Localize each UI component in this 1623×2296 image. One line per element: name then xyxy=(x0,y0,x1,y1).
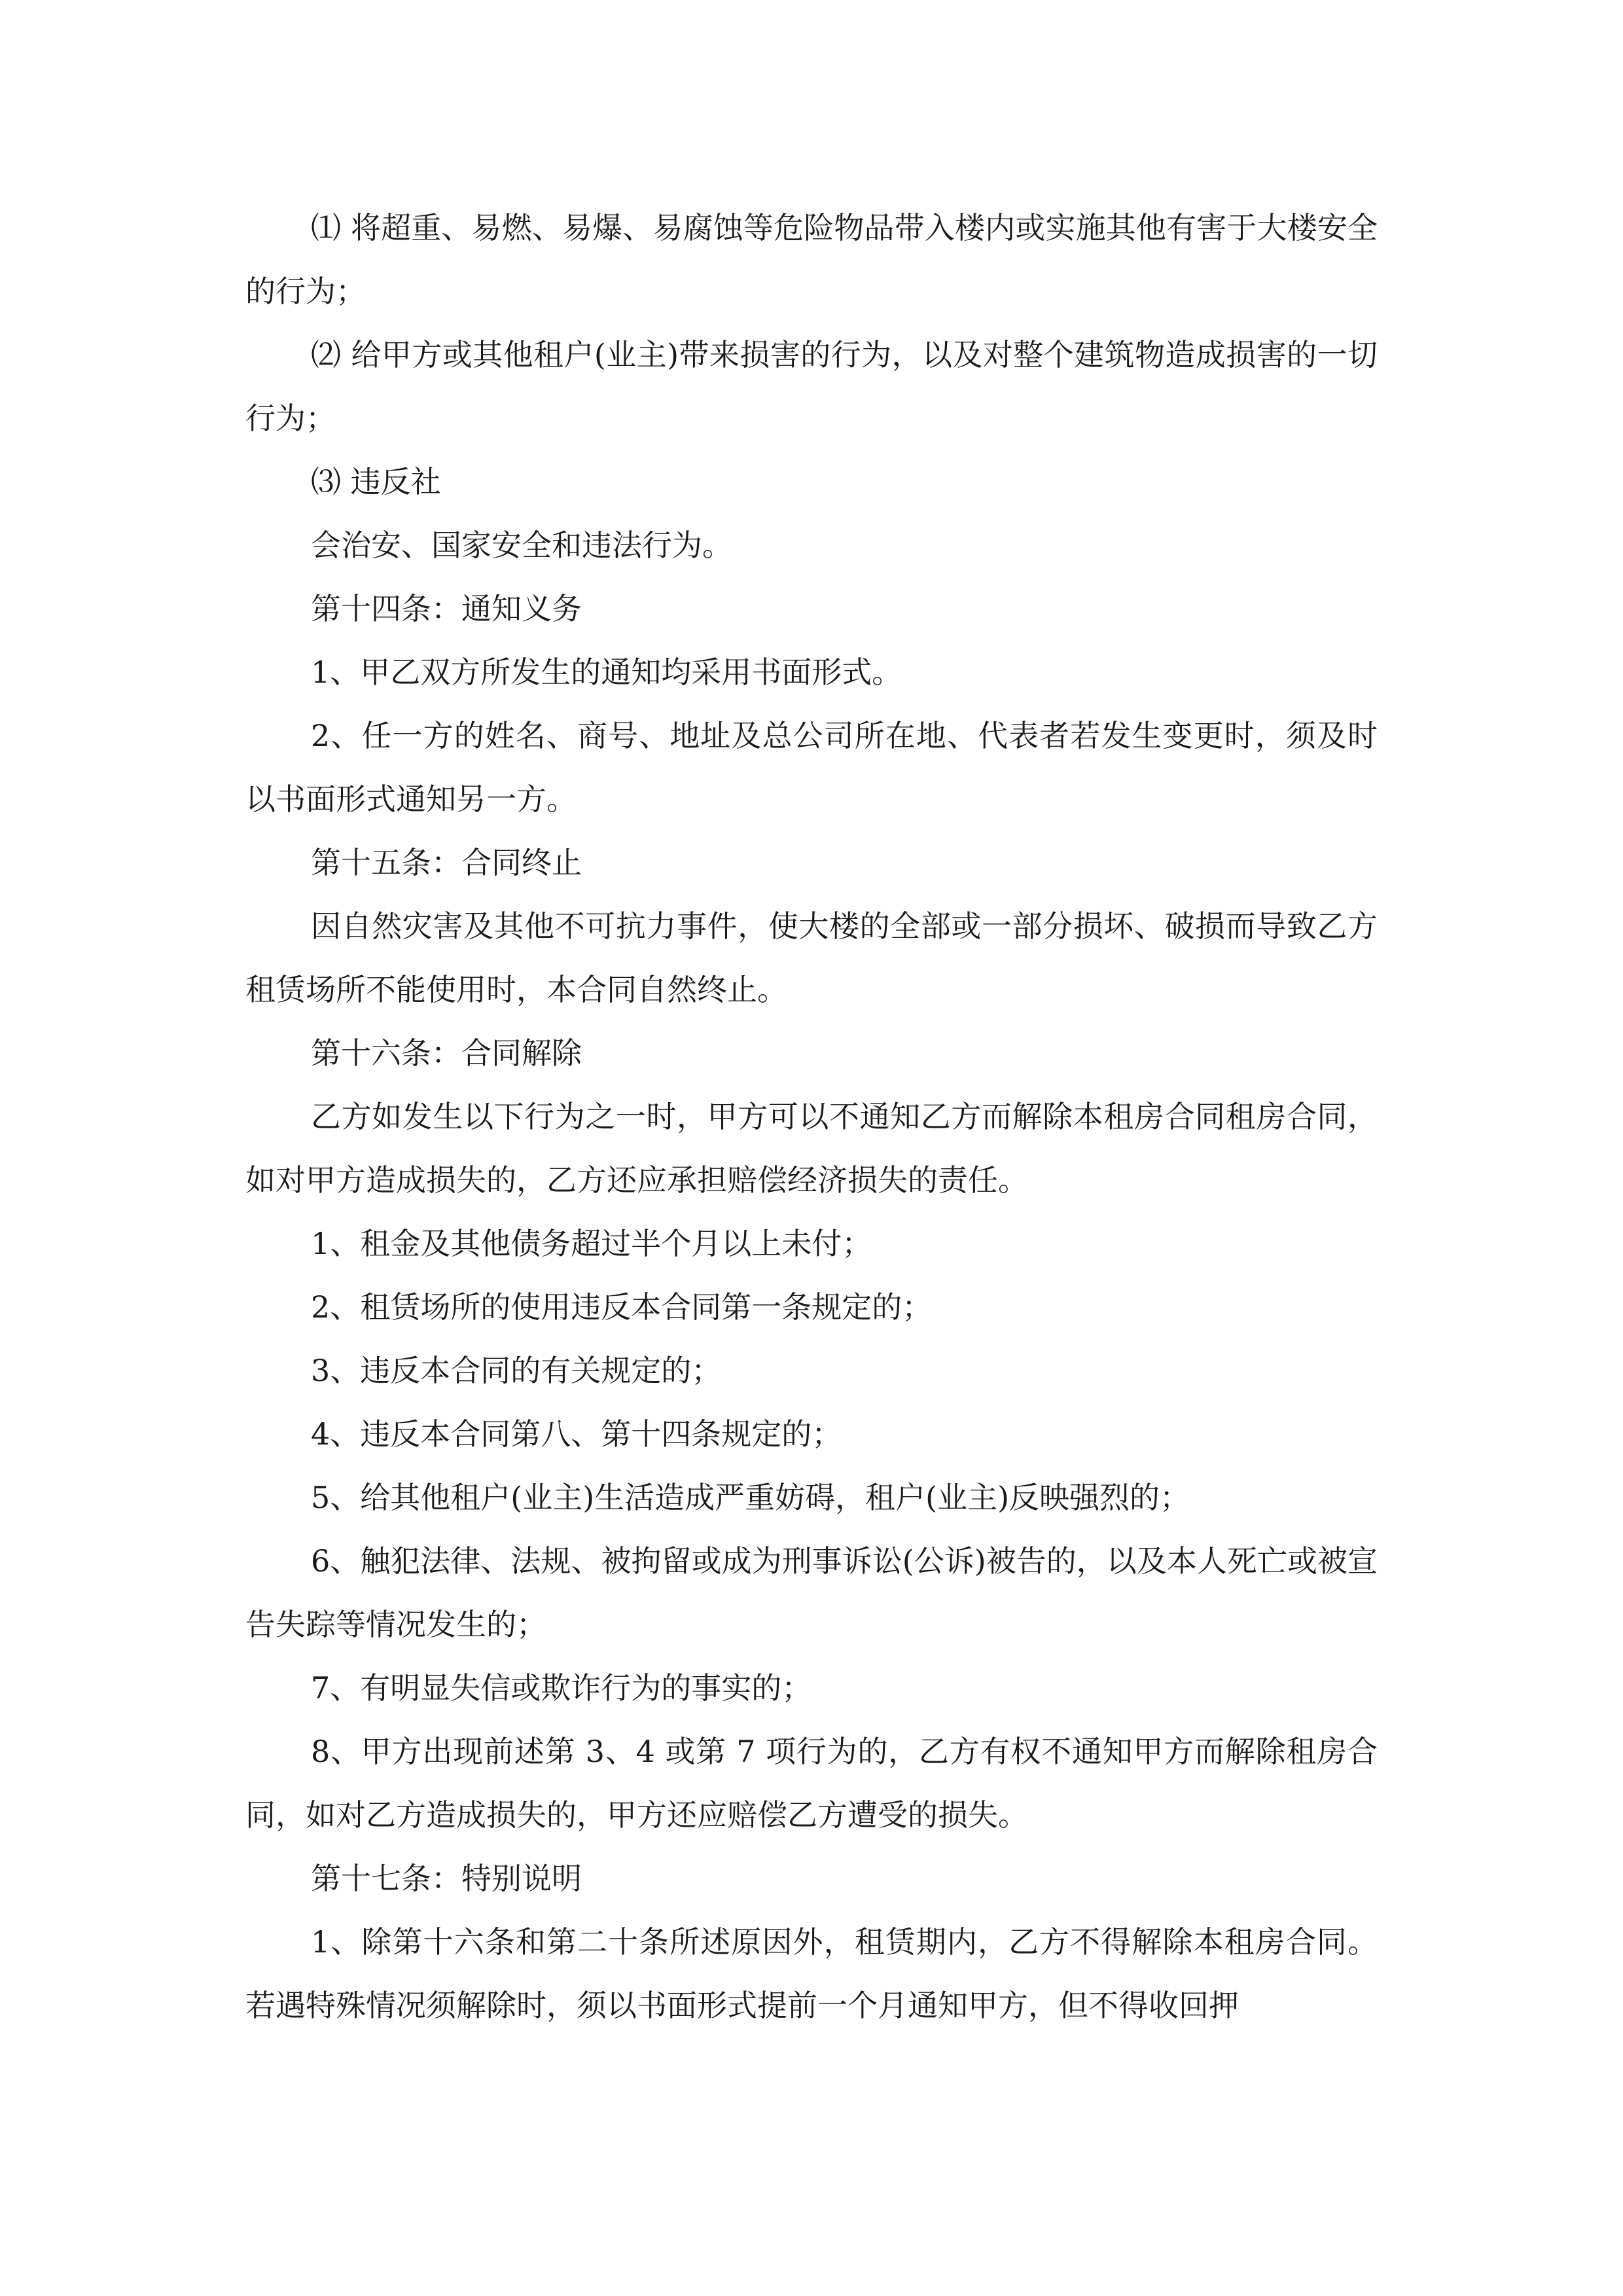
article-16-heading: 第十六条：合同解除 xyxy=(311,1035,582,1071)
article-16-item-8: 8、甲方出现前述第 3、4 或第 7 项行为的，乙方有权不通知甲方而解除租房合同，如对乙方造成损失的，甲方还应赔偿乙方遭受的损失。 xyxy=(245,1734,1378,1833)
article-15-body: 因自然灾害及其他不可抗力事件，使大楼的全部或一部分损坏、破损而导致乙方租赁场所不能使用时，本合同自然终止。 xyxy=(245,908,1378,1007)
article-14-item-1: 1、甲乙双方所发生的通知均采用书面形式。 xyxy=(311,655,902,690)
article-16-item-3: 3、违反本合同的有关规定的； xyxy=(311,1353,722,1388)
article-16-item-6: 6、触犯法律、法规、被拘留或成为刑事诉讼(公诉)被告的，以及本人死亡或被宣告失踪等情况发生的； xyxy=(245,1543,1378,1642)
article-16-item-4: 4、违反本合同第八、第十四条规定的； xyxy=(311,1416,842,1452)
document-body xyxy=(245,196,1378,2037)
article-16-body: 乙方如发生以下行为之一时，甲方可以不通知乙方而解除本租房合同租房合同，如对甲方造成损失的，乙方还应承担赔偿经济损失的责任。 xyxy=(245,1099,1378,1198)
article-16-item-7: 7、有明显失信或欺诈行为的事实的； xyxy=(311,1670,812,1706)
article-15-heading: 第十五条：合同终止 xyxy=(311,845,582,880)
article-14-heading: 第十四条：通知义务 xyxy=(311,591,582,626)
paragraph-clause-1: ⑴ 将超重、易燃、易爆、易腐蚀等危险物品带入楼内或实施其他有害于大楼安全的行为； xyxy=(245,210,1378,309)
article-17-item-1: 1、除第十六条和第二十条所述原因外，租赁期内，乙方不得解除本租房合同。若遇特殊情况须解除时，须以书面形式提前一个月通知甲方，但不得收回押 xyxy=(245,1924,1378,2023)
article-16-item-5: 5、给其他租户(业主)生活造成严重妨碍，租户(业主)反映强烈的； xyxy=(311,1480,1190,1515)
article-17-heading: 第十七条：特别说明 xyxy=(311,1861,582,1896)
paragraph-clause-2: ⑵ 给甲方或其他租户(业主)带来损害的行为，以及对整个建筑物造成损害的一切行为； xyxy=(245,337,1378,436)
article-16-item-1: 1、租金及其他债务超过半个月以上未付； xyxy=(311,1226,872,1261)
article-14-item-2: 2、任一方的姓名、商号、地址及总公司所在地、代表者若发生变更时，须及时以书面形式通知另一方。 xyxy=(245,718,1378,817)
article-16-item-2: 2、租赁场所的使用违反本合同第一条规定的； xyxy=(311,1289,933,1325)
paragraph-clause-3-continued: 会治安、国家安全和违法行为。 xyxy=(311,528,732,563)
paragraph-clause-3: ⑶ 违反社 xyxy=(311,464,441,499)
